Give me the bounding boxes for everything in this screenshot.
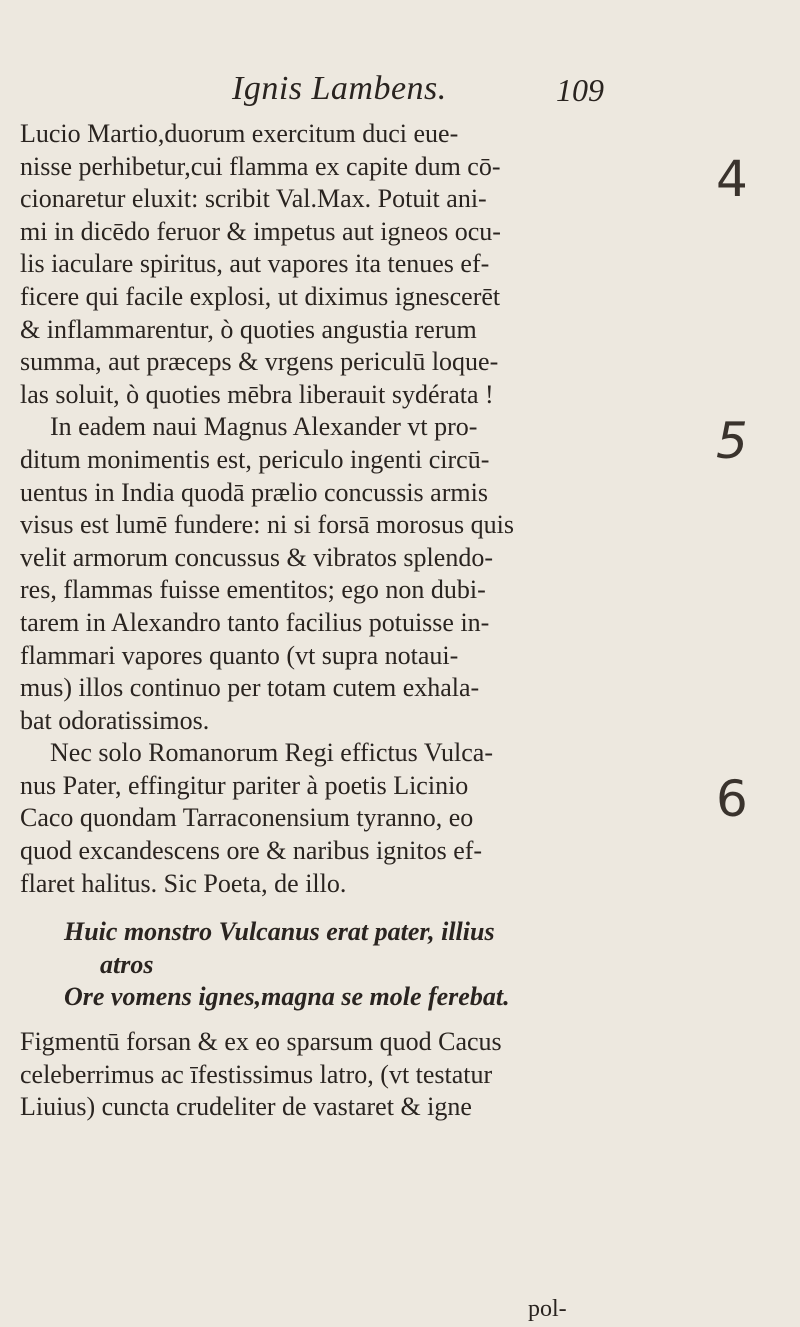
text-line: mus) illos continuo per totam cutem exhala- [20, 673, 480, 703]
spacer [20, 1014, 660, 1026]
paragraph-1 [20, 118, 660, 411]
text-line: Figmentū forsan & ex eo sparsum quod Cacus [20, 1027, 502, 1057]
verse-quotation [20, 916, 660, 1014]
paragraph-4 [20, 1026, 660, 1124]
spacer [20, 900, 660, 916]
text-line: las soluit, ò quoties mēbra liberauit sydérata ! [20, 379, 494, 409]
text-line: lis iaculare spiritus, aut vapores ita tenues ef- [20, 249, 490, 279]
text-line: bat odoratissimos. [20, 705, 210, 735]
text-line: Lucio Martio,duorum exercitum duci eue- [20, 119, 459, 148]
text-line: res, flammas fuisse ementitos; ego non dubi- [20, 575, 486, 605]
paragraph-2 [20, 411, 660, 737]
text-line: ficere qui facile explosi, ut diximus ignescerēt [20, 281, 501, 311]
text-line: mi in dicēdo feruor & impetus aut igneos ocu- [20, 216, 501, 246]
text-line: Nec solo Romanorum Regi effictus Vulca- [50, 738, 493, 768]
text-line: nus Pater, effingitur pariter à poetis Licinio [20, 770, 469, 800]
verse-line: Huic monstro Vulcanus erat pater, illius [64, 917, 495, 947]
paragraph-3 [20, 737, 660, 900]
margin-note: 6 [716, 770, 748, 828]
margin-note: 5 [716, 412, 748, 470]
text-line: & inflammarentur, ò quoties angustia rerum [20, 314, 477, 344]
text-line: nisse perhibetur,cui flamma ex capite dum cō- [20, 151, 501, 181]
text-line: summa, aut præceps & vrgens periculū loque- [20, 347, 499, 377]
text-line: visus est lumē fundere: ni si forsā morosus quis [20, 510, 514, 540]
margin-note: 4 [716, 150, 748, 208]
text-line: ditum monimentis est, periculo ingenti circū- [20, 444, 490, 474]
running-title: Ignis Lambens. [232, 70, 447, 107]
text-line: tarem in Alexandro tanto facilius potuisse in- [20, 607, 490, 637]
catchword: pol- [528, 1296, 567, 1322]
text-line: uentus in India quodā prælio concussis armis [20, 477, 488, 507]
text-line: In eadem naui Magnus Alexander vt pro- [50, 412, 478, 442]
text-line: Liuius) cuncta crudeliter de vastaret & igne [20, 1092, 472, 1122]
page-number: 109 [556, 72, 604, 108]
text-line: velit armorum concussus & vibratos splendo- [20, 542, 493, 572]
verse-line: atros [100, 949, 154, 979]
text-line: quod excandescens ore & naribus ignitos ef- [20, 836, 483, 866]
text-line: celeberrimus ac īfestissimus latro, (vt testatur [20, 1059, 493, 1089]
text-line: flammari vapores quanto (vt supra notaui- [20, 640, 459, 670]
main-text [20, 118, 660, 1124]
text-line: flaret halitus. Sic Poeta, de illo. [20, 868, 347, 898]
verse-line: Ore vomens ignes,magna se mole ferebat. [64, 982, 510, 1012]
text-line: Caco quondam Tarraconensium tyranno, eo [20, 803, 474, 833]
text-line: cionaretur eluxit: scribit Val.Max. Potuit ani- [20, 184, 487, 214]
